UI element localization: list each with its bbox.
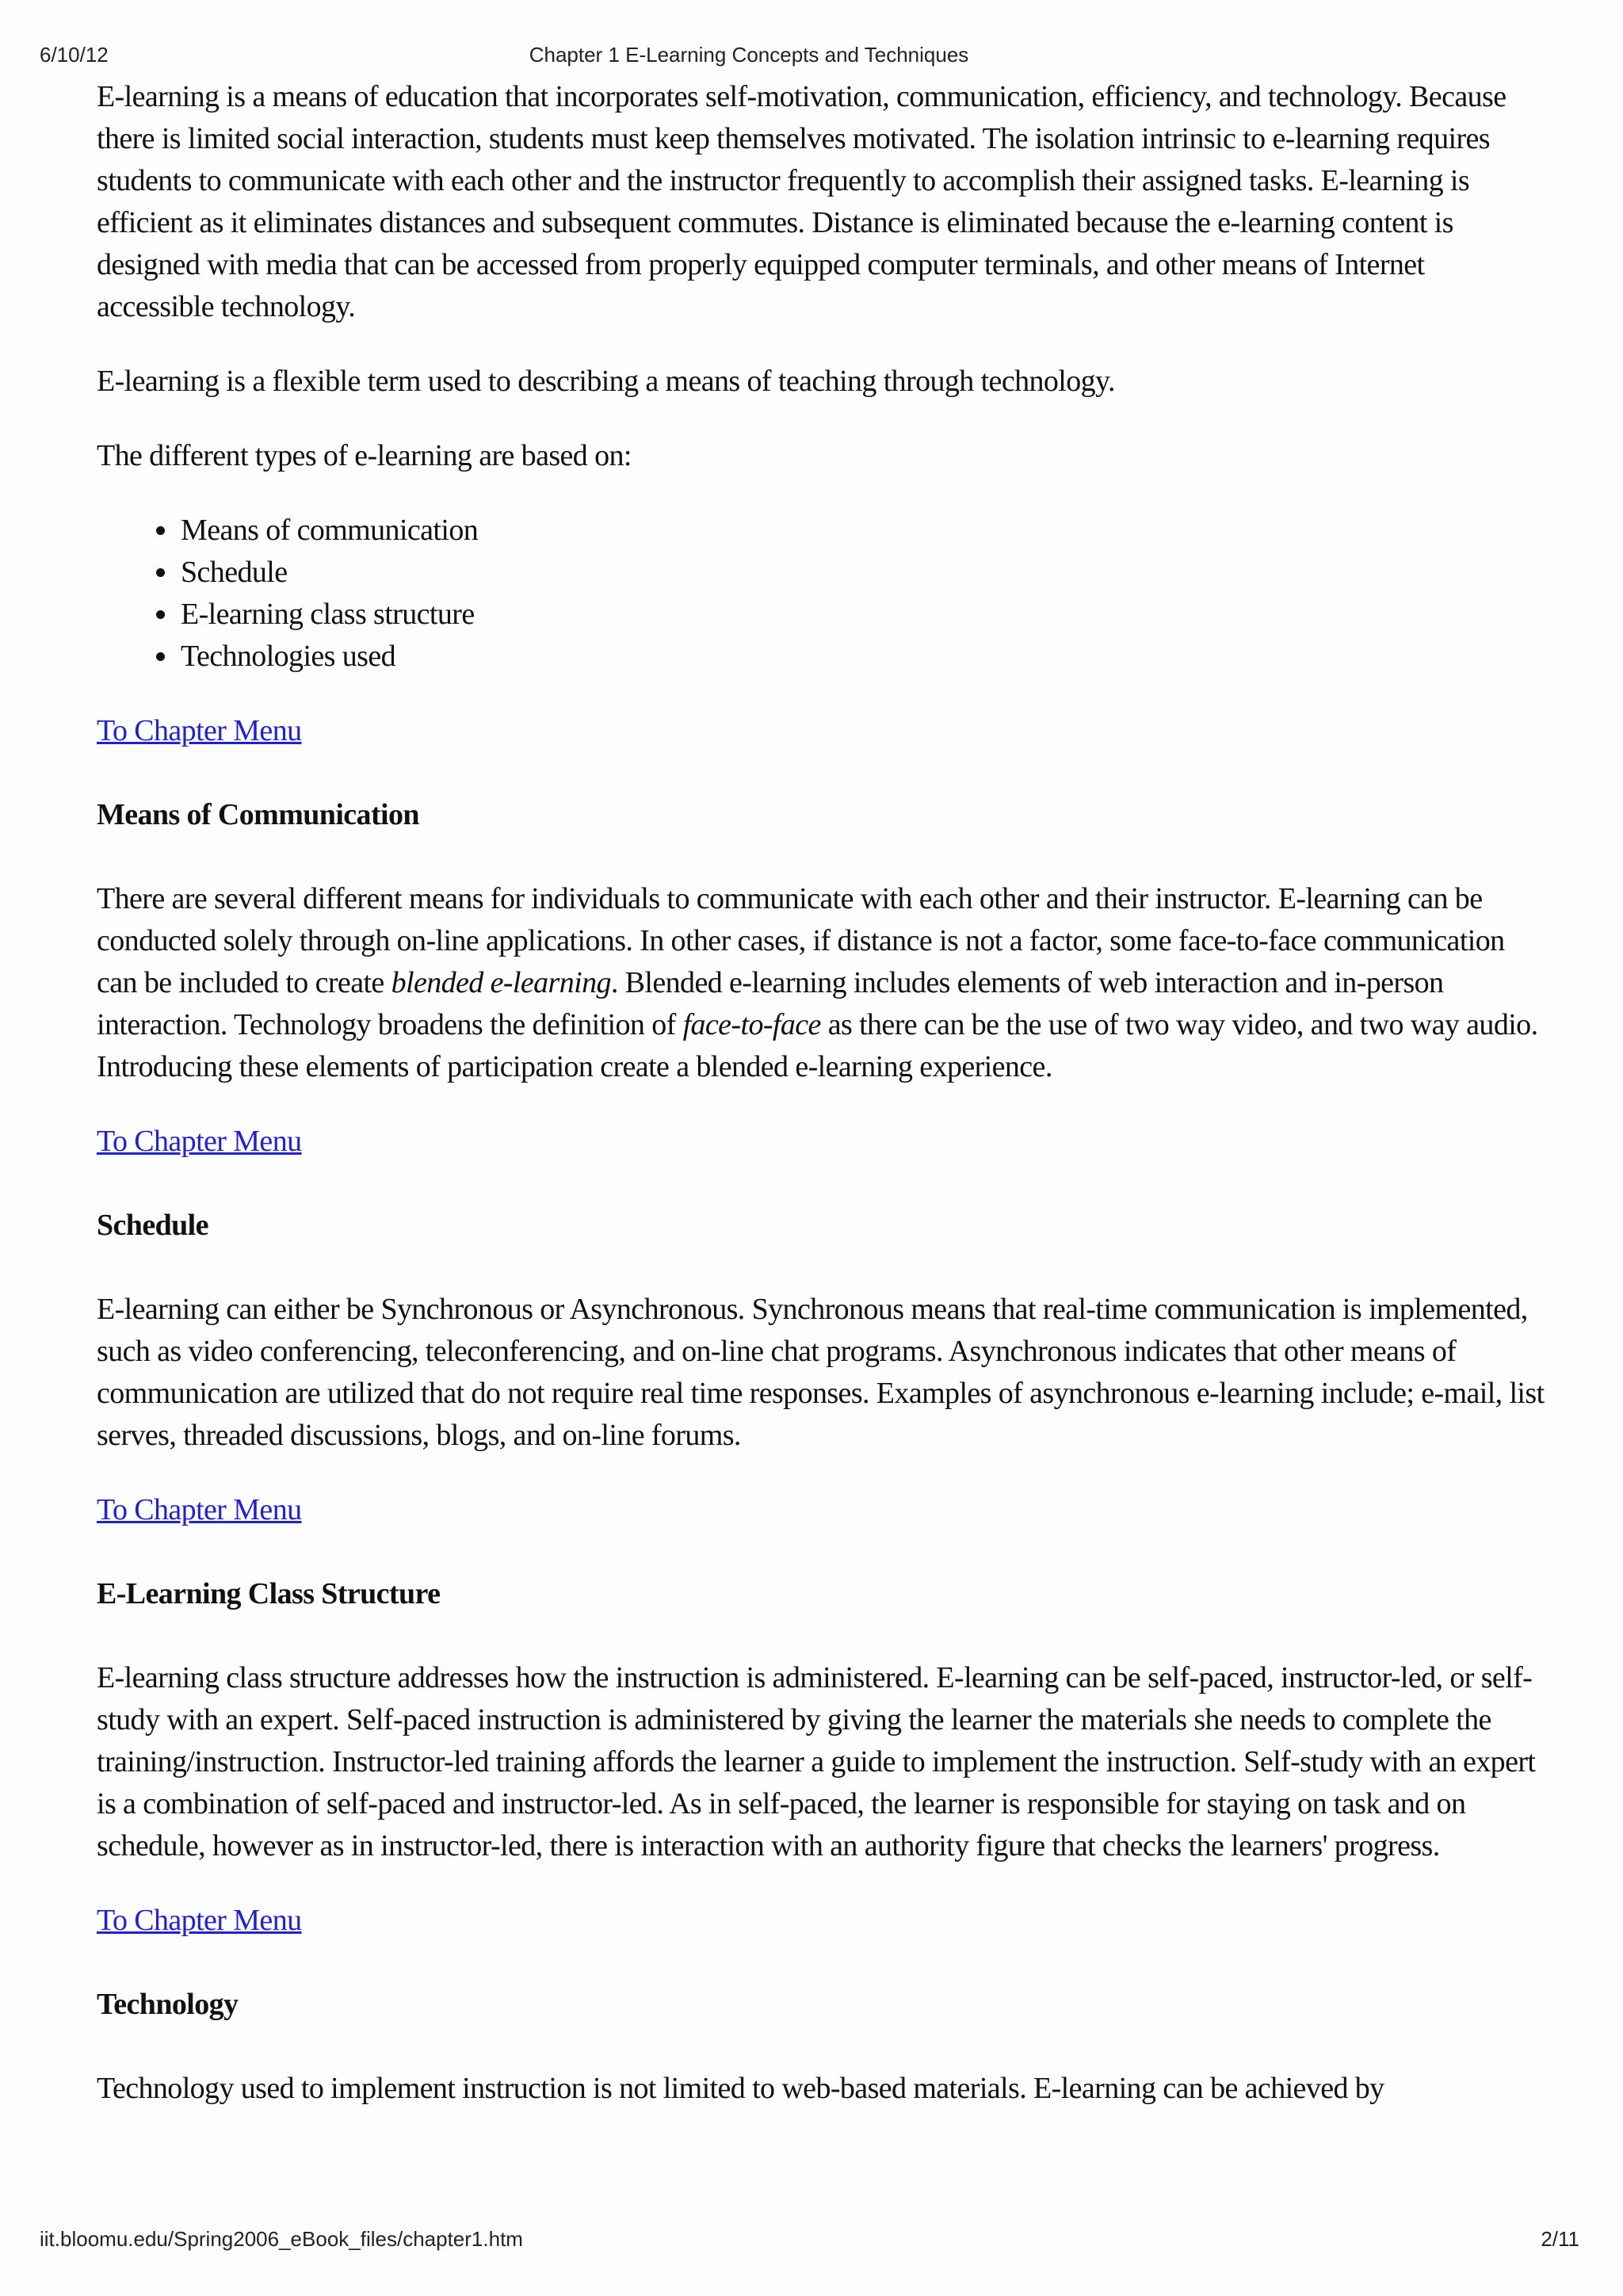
types-list — [97, 510, 1547, 678]
document-body — [97, 76, 1547, 2142]
section-heading-technology: Technology — [97, 1988, 239, 2021]
chapter-menu-link[interactable]: To Chapter Menu — [97, 1904, 302, 1937]
types-intro-paragraph: The different types of e-learning are based on: — [97, 439, 632, 472]
intro-paragraph: E-learning is a means of education that incorporates self-motivation, communication, efficiency, and technology. Because there is limited social interaction, students must keep themselves motivated. The isolation intrinsic to e-learning requires students to communicate with each other and the instructor frequently to accomplish their assigned tasks. E-learning is efficient as it eliminates distances and subsequent commutes. Distance is eliminated because the e-learning content is designed with media that can be accessed from properly equipped computer terminals, and other means of Internet accessible technology. — [97, 80, 1507, 323]
list-item: • Technologies used — [179, 636, 1547, 678]
section-heading-schedule: Schedule — [97, 1209, 208, 1242]
class-structure-paragraph: E-learning class structure addresses how the instruction is administered. E-learning can be self-paced, instructor-led, or self-study with an expert. Self-paced instruction is administered by giving the learner the materials she needs to complete the training/instruction. Instructor-led training affords the learner a guide to implement the instruction. Self-study with an expert is a combination of self-paced and instructor-led. As in self-paced, the learner is responsible for staying on task and on schedule, however as in instructor-led, there is interaction with an authority figure that checks the learners' progress. — [97, 1661, 1536, 1862]
face-to-face-term: face-to-face — [682, 1008, 821, 1041]
print-footer — [0, 2227, 1623, 2256]
page-number: 2/11 — [1541, 2227, 1579, 2251]
list-item: • Means of communication — [179, 510, 1547, 552]
chapter-menu-link[interactable]: To Chapter Menu — [97, 714, 302, 747]
definition-paragraph: E-learning is a flexible term used to describing a means of teaching through technology. — [97, 365, 1115, 398]
chapter-menu-link[interactable]: To Chapter Menu — [97, 1493, 302, 1526]
print-title: Chapter 1 E-Learning Concepts and Techniques — [529, 43, 969, 67]
blended-term: blended e-learning — [391, 966, 611, 999]
section-heading-class-structure: E-Learning Class Structure — [97, 1577, 441, 1610]
communication-paragraph: There are several different means for individuals to communicate with each other and their instructor. E-learning can be conducted solely through on-line applications. In other cases, if distance is not a factor, some face-to-face communication can be included to create blended e-learning. Blended e-learning includes elements of web interaction and in-person interaction. Technology broadens the definition of face-to-face as there can be the use of two way video, and two way audio. Introducing these elements of participation create a blended e-learning experience. — [97, 882, 1538, 1083]
list-item: • E-learning class structure — [179, 594, 1547, 636]
print-date: 6/10/12 — [40, 43, 109, 67]
page-url: iit.bloomu.edu/Spring2006_eBook_files/chapter1.htm — [40, 2227, 523, 2251]
print-header — [0, 43, 1623, 71]
list-item: • Schedule — [179, 552, 1547, 594]
chapter-menu-link[interactable]: To Chapter Menu — [97, 1125, 302, 1158]
section-heading-communication: Means of Communication — [97, 798, 419, 831]
schedule-paragraph: E-learning can either be Synchronous or Asynchronous. Synchronous means that real-time communication is implemented, such as video conferencing, teleconferencing, and on-line chat programs. Asynchronous indicates that other means of communication are utilized that do not require real time responses. Examples of asynchronous e-learning include; e-mail, list serves, threaded discussions, blogs, and on-line forums. — [97, 1293, 1545, 1452]
technology-paragraph: Technology used to implement instruction is not limited to web-based materials. E-learning can be achieved by — [97, 2072, 1384, 2105]
